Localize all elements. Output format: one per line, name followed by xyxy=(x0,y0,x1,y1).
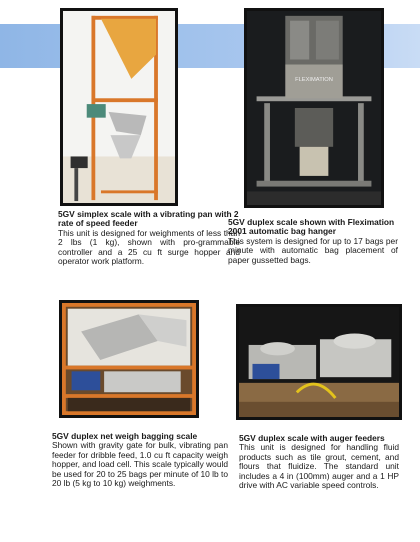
caption-title: 5GV duplex scale shown with Fleximation 2001 automatic bag hanger xyxy=(228,217,395,237)
fleximation-sign: FLEXIMATION xyxy=(295,76,333,83)
caption-title: 5GV simplex scale with a vibrating pan with 2 rate of speed feeder xyxy=(58,209,239,229)
photo-duplex-net-weigh xyxy=(59,300,199,418)
caption-body: This unit is designed for weighments of less than 2 lbs (1 kg), shown with pro-grammable controller and a 25 cu ft surge hopper and operator work platform. xyxy=(58,227,240,267)
caption-duplex-net-weigh xyxy=(52,432,228,488)
caption-title: 5GV duplex scale with auger feeders xyxy=(239,433,385,443)
photo-duplex-bag-hanger xyxy=(244,8,384,208)
caption-simplex xyxy=(58,210,240,266)
caption-duplex-bag-hanger xyxy=(228,218,398,265)
caption-body: Shown with gravity gate for bulk, vibrating pan feeder for dribble feed, 1.0 cu ft capacity weigh hopper, and load cell. This scale typically would be used for 20 to 25 bags per minute of 10 lb to 20 lb (5 kg to 10 kg) weighments. xyxy=(52,440,228,489)
caption-body: This system is designed for up to 17 bags per minute with automatic bag placement of paper gussetted bags. xyxy=(228,235,398,265)
photo-duplex-auger xyxy=(236,304,402,420)
caption-title: 5GV duplex net weigh bagging scale xyxy=(52,431,198,441)
caption-duplex-auger xyxy=(239,434,399,490)
caption-body: This unit is designed for handling fluid products such as tile grout, cement, and flours that fluidize. The standard unit includes a 4 in (100mm) auger and a 1 HP drive with AC variable speed controls. xyxy=(239,442,399,491)
photo-simplex-scale xyxy=(60,8,178,206)
